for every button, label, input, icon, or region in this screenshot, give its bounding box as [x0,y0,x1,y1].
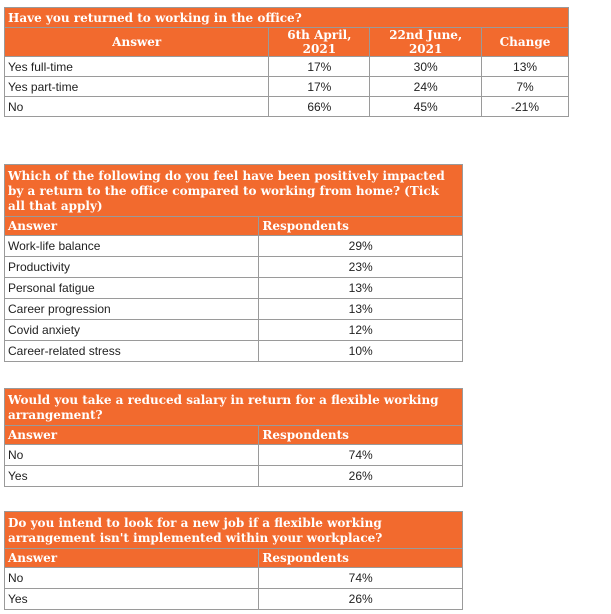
answer-cell: Work-life balance [5,236,259,257]
table-row [5,236,463,257]
column-header-respondents: Respondents [259,426,463,445]
table-row [5,97,569,117]
table-row [5,257,463,278]
answer-cell: No [5,97,269,117]
change-cell: 7% [482,77,569,97]
change-cell: -21% [482,97,569,117]
table-title: Which of the following do you feel have been positively impacted by a return to the office compared to working from home? (Tick all that apply) [5,165,463,217]
column-header-april: 6th April, 2021 [269,28,370,57]
answer-cell: Career-related stress [5,341,259,362]
office-return-table [4,7,569,117]
new-job-table [4,511,463,610]
value-cell: 23% [259,257,463,278]
value-cell: 10% [259,341,463,362]
change-cell: 13% [482,57,569,77]
value-cell: 24% [370,77,482,97]
column-header-answer: Answer [5,549,259,568]
answer-cell: Career progression [5,299,259,320]
value-cell: 12% [259,320,463,341]
column-header-respondents: Respondents [259,549,463,568]
value-cell: 74% [259,568,463,589]
table-row [5,299,463,320]
value-cell: 66% [269,97,370,117]
column-header-answer: Answer [5,217,259,236]
value-cell: 17% [269,77,370,97]
answer-cell: Yes part-time [5,77,269,97]
value-cell: 17% [269,57,370,77]
column-header-respondents: Respondents [259,217,463,236]
positive-impact-table [4,164,463,362]
answer-cell: No [5,568,259,589]
value-cell: 29% [259,236,463,257]
value-cell: 45% [370,97,482,117]
table-row [5,341,463,362]
column-header-change: Change [482,28,569,57]
table-title: Do you intend to look for a new job if a flexible working arrangement isn't implemented within your workplace? [5,512,463,549]
table-row [5,466,463,487]
table-title: Have you returned to working in the office? [5,8,569,28]
table-row [5,320,463,341]
answer-cell: Yes full-time [5,57,269,77]
column-header-june: 22nd June, 2021 [370,28,482,57]
table-row [5,77,569,97]
table-row [5,568,463,589]
table-row [5,278,463,299]
answer-cell: Yes [5,466,259,487]
table-row [5,57,569,77]
reduced-salary-table [4,388,463,487]
value-cell: 13% [259,299,463,320]
answer-cell: Yes [5,589,259,610]
value-cell: 26% [259,466,463,487]
column-header-answer: Answer [5,28,269,57]
table-row [5,445,463,466]
table-row [5,589,463,610]
answer-cell: No [5,445,259,466]
answer-cell: Covid anxiety [5,320,259,341]
value-cell: 13% [259,278,463,299]
value-cell: 26% [259,589,463,610]
answer-cell: Productivity [5,257,259,278]
table-title: Would you take a reduced salary in return for a flexible working arrangement? [5,389,463,426]
value-cell: 30% [370,57,482,77]
column-header-answer: Answer [5,426,259,445]
answer-cell: Personal fatigue [5,278,259,299]
value-cell: 74% [259,445,463,466]
